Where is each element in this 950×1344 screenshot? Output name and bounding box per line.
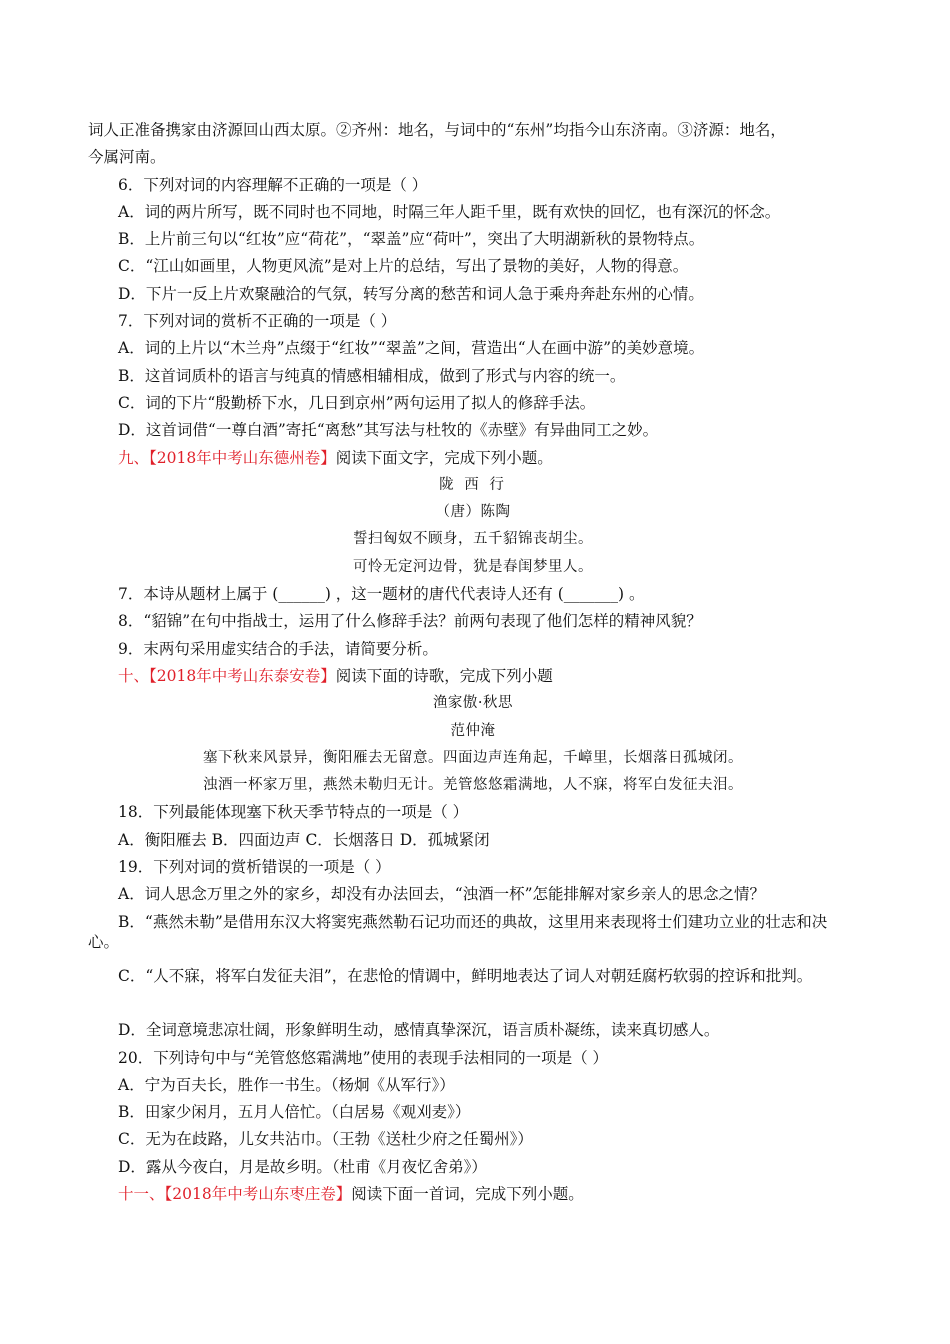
option-d: D．露从今夜白，月是故乡明。（杜甫《月夜忆舍弟》） [118,1157,487,1176]
option-a: A．宁为百夫长，胜作一书生。（杨炯《从军行》） [118,1075,455,1094]
option-b: B．这首词质朴的语言与纯真的情感相辅相成，做到了形式与内容的统一。 [118,366,626,385]
option-a: A．词的两片所写，既不同时也不同地，时隔三年人距千里，既有欢快的回忆，也有深沉的怀念。 [118,202,781,221]
section-number: 十一、 [118,1184,165,1203]
section-10-heading [88,666,858,686]
option-c: C．“江山如画里，人物更风流”是对上片的总结，写出了景物的美好，人物的得意。 [118,257,689,276]
poem-title: 陇 西 行 [439,476,507,493]
option-c: C．“人不寐，将军白发征夫泪”，在悲怆的情调中，鲜明地表达了词人对朝廷腐朽软弱的控诉和批判。 [118,966,813,985]
document-page [88,120,858,1211]
option-d: D．下片一反上片欢聚融洽的气氛，转写分离的愁苦和词人急于乘舟奔赴东州的心情。 [118,284,704,303]
question-6: 6．下列对词的内容理解不正确的一项是（ ） [118,175,428,194]
section-source: 【2018年中考山东枣庄卷】 [164,1184,352,1203]
question-7: 7．本诗从题材上属于 (______) ，这一题材的唐代代表诗人还有 (_______) 。 [118,585,645,604]
question-18: 18．下列最能体现塞下秋天季节特点的一项是（ ） [118,803,469,822]
option-c: C．词的下片“殷勤桥下水，几日到京州”两句运用了拟人的修辞手法。 [118,393,596,412]
option-a: A．词的上片以“木兰舟”点缀于“红妆”“翠盖”之间，营造出“人在画中游”的美妙意境。 [118,339,705,358]
question-19: 19．下列对词的赏析错误的一项是（ ） [118,858,391,877]
section-source: 【2018年中考山东德州卷】 [149,448,336,467]
paragraph-line: 词人正准备携家由济源回山西太原。②齐州：地名，与词中的“东州”均指今山东济南。③济源：地名， [88,121,786,139]
option-b: B．“燕然未勒”是借用东汉大将窦宪燕然勒石记功而还的典故，这里用来表现将士们建功立业的壮志和决心。 [88,912,828,951]
question-9: 9．末两句采用虚实结合的手法，请简要分析。 [118,639,438,658]
question-8: 8．“貂锦”在句中指战士，运用了什么修辞手法？前两句表现了他们怎样的精神风貌？ [118,612,702,631]
poem-line: 塞下秋来风景异，衡阳雁去无留意。四面边声连角起，千嶂里，长烟落日孤城闭。 [203,749,743,766]
section-source: 【2018年中考山东泰安卷】 [149,666,336,685]
section-number: 九、 [118,448,150,467]
poem-title: 渔家傲·秋思 [432,695,514,712]
poem-line: 可怜无定河边骨，犹是春闺梦里人。 [353,558,593,575]
option-a: A．词人思念万里之外的家乡，却没有办法回去，“浊酒一杯”怎能排解对家乡亲人的思念之情？ [118,885,766,904]
section-instruction: 阅读下面的诗歌，完成下列小题 [335,666,553,685]
question-7: 7．下列对词的赏析不正确的一项是（ ） [118,312,397,331]
question-18-options: A．衡阳雁去 B．四面边声 C．长烟落日 D．孤城紧闭 [118,830,490,849]
option-d: D．全词意境悲凉壮阔，形象鲜明生动，感情真挚深沉，语言质朴凝练，读来真切感人。 [118,1021,720,1040]
question-20: 20．下列诗句中与“羌管悠悠霜满地”使用的表现手法相同的一项是（ ） [118,1048,609,1067]
poem-line: 浊酒一杯家万里，燕然未勒归无计。羌管悠悠霜满地，人不寐，将军白发征夫泪。 [203,777,743,794]
option-b: B．田家少闲月，五月人倍忙。（白居易《观刈麦》） [118,1103,471,1122]
poem-author: （唐）陈陶 [435,504,511,521]
section-number: 十、 [118,666,150,685]
paragraph-line: 今属河南。 [88,148,166,167]
option-b: B．上片前三句以“红妆”应“荷花”，“翠盖”应“荷叶”，突出了大明湖新秋的景物特点。 [118,230,705,249]
poem-line: 誓扫匈奴不顾身，五千貂锦丧胡尘。 [353,531,593,548]
section-9-heading [88,448,858,468]
section-11-heading [88,1184,858,1204]
option-c: C．无为在歧路，儿女共沾巾。（王勃《送杜少府之任蜀州》） [118,1130,533,1149]
option-d: D．这首词借“一尊白酒”寄托“离愁”其写法与杜牧的《赤壁》有异曲同工之妙。 [118,421,659,440]
section-instruction: 阅读下面一首词，完成下列小题。 [351,1184,584,1203]
poem-author: 范仲淹 [450,722,496,739]
section-instruction: 阅读下面文字，完成下列小题。 [335,448,553,467]
